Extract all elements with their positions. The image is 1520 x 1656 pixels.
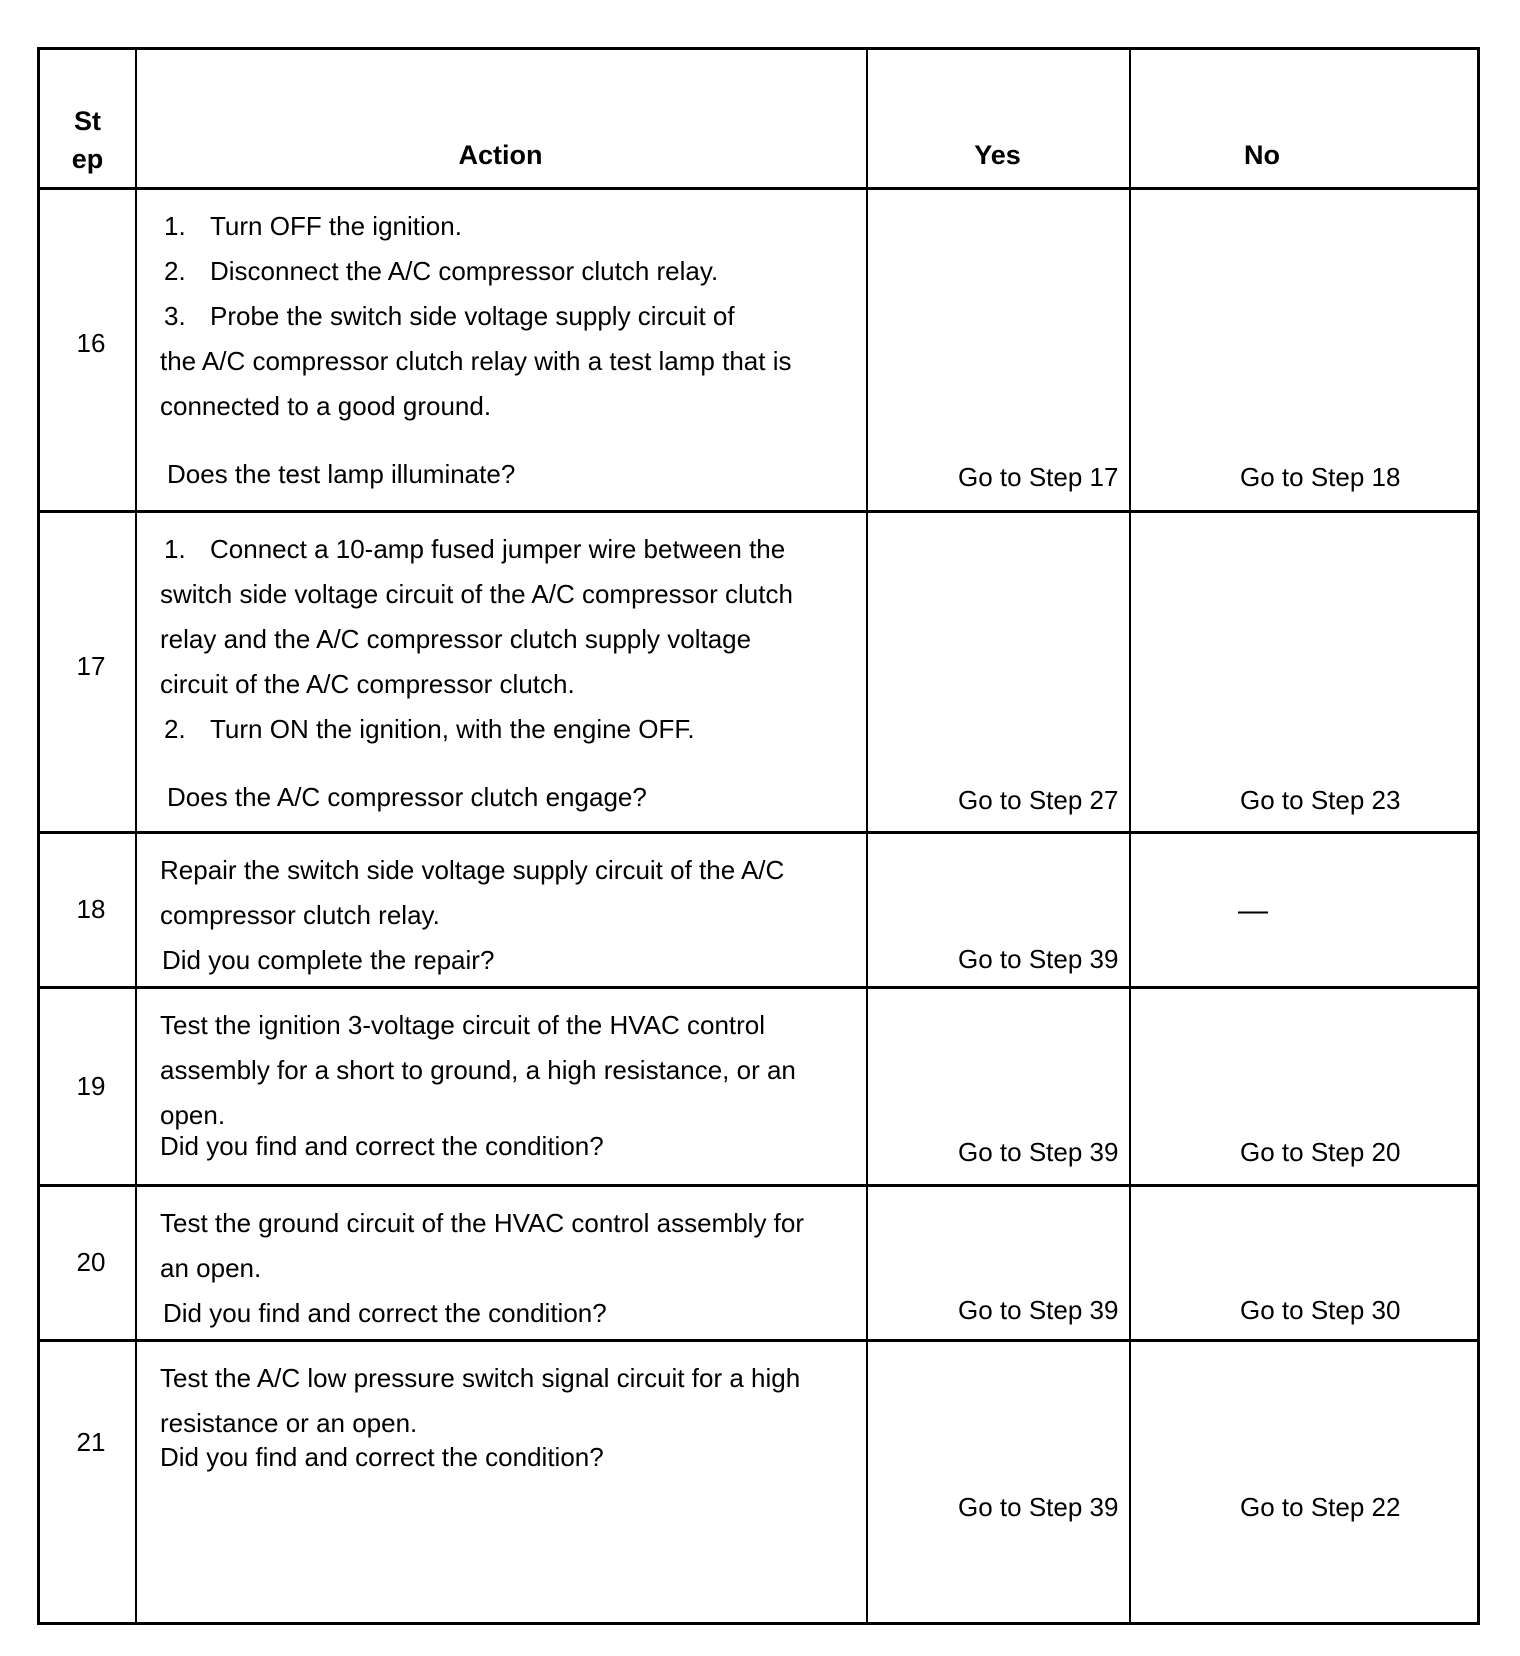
yes-result: Go to Step 39	[958, 1492, 1119, 1522]
troubleshooting-table	[37, 47, 1480, 1625]
table-row	[40, 831, 1477, 986]
question-text: Did you find and correct the condition?	[163, 1298, 607, 1328]
question-text: Did you find and correct the condition?	[160, 1131, 604, 1161]
step-number: 19	[76, 1071, 106, 1101]
no-result: Go to Step 20	[1240, 1137, 1401, 1167]
step-number: 16	[76, 328, 106, 358]
yes-result: Go to Step 17	[958, 462, 1119, 492]
yes-result: Go to Step 27	[958, 785, 1119, 815]
no-result: —	[1238, 894, 1268, 927]
step-number: 21	[76, 1427, 106, 1457]
no-result: Go to Step 23	[1240, 785, 1401, 815]
question-text: Did you find and correct the condition?	[160, 1442, 604, 1472]
header-no: No	[1244, 140, 1280, 170]
yes-result: Go to Step 39	[958, 1295, 1119, 1325]
list-item: Turn OFF the ignition.	[210, 211, 462, 241]
step-number: 20	[76, 1247, 106, 1277]
table-row	[40, 1184, 1477, 1339]
no-result: Go to Step 30	[1240, 1295, 1401, 1325]
list-item: Turn ON the ignition, with the engine OFF.	[210, 714, 695, 744]
header-step: St ep	[71, 106, 104, 174]
yes-result: Go to Step 39	[958, 1137, 1119, 1167]
action-text: 1. Connect a 10-amp fused jumper wire between the switch side voltage circuit of the A/C compressor clutch relay and the A/C compressor clutch supply voltage circuit of the A/C compressor clutch. 2. Turn ON the ignition, with the engine OFF.	[160, 534, 793, 744]
yes-result: Go to Step 39	[958, 944, 1119, 974]
action-text: Test the ignition 3-voltage circuit of the HVAC control assembly for a short to ground, a high resistance, or an open.	[160, 1010, 796, 1130]
no-result: Go to Step 18	[1240, 462, 1401, 492]
question-text: Does the A/C compressor clutch engage?	[167, 782, 647, 812]
table-row	[40, 187, 1477, 510]
list-item: Probe the switch side voltage supply circuit of	[210, 301, 735, 331]
action-text: Test the ground circuit of the HVAC control assembly for an open. Did you find and correct the condition?	[160, 1201, 920, 1336]
question-text: Does the test lamp illuminate?	[167, 459, 516, 489]
header-yes: Yes	[974, 140, 1021, 170]
step-number: 18	[76, 894, 106, 924]
header-action: Action	[458, 140, 543, 170]
step-number: 17	[76, 651, 106, 681]
action-text: Test the A/C low pressure switch signal circuit for a high resistance or an open.	[160, 1363, 801, 1438]
table-row	[40, 1339, 1477, 1625]
no-result: Go to Step 22	[1240, 1492, 1401, 1522]
action-text: Repair the switch side voltage supply circuit of the A/C compressor clutch relay. Did you complete the repair?	[160, 848, 920, 983]
question-text: Did you complete the repair?	[162, 945, 495, 975]
table-row	[40, 510, 1477, 831]
list-item: Connect a 10-amp fused jumper wire between the	[210, 534, 786, 564]
list-item: Disconnect the A/C compressor clutch relay.	[210, 256, 719, 286]
table-row	[40, 986, 1477, 1184]
action-text: 1. Turn OFF the ignition. 2. Disconnect the A/C compressor clutch relay. 3. Probe the switch side voltage supply circuit of the A/C compressor clutch relay with a test lamp that is connected to a good ground.	[160, 211, 792, 421]
